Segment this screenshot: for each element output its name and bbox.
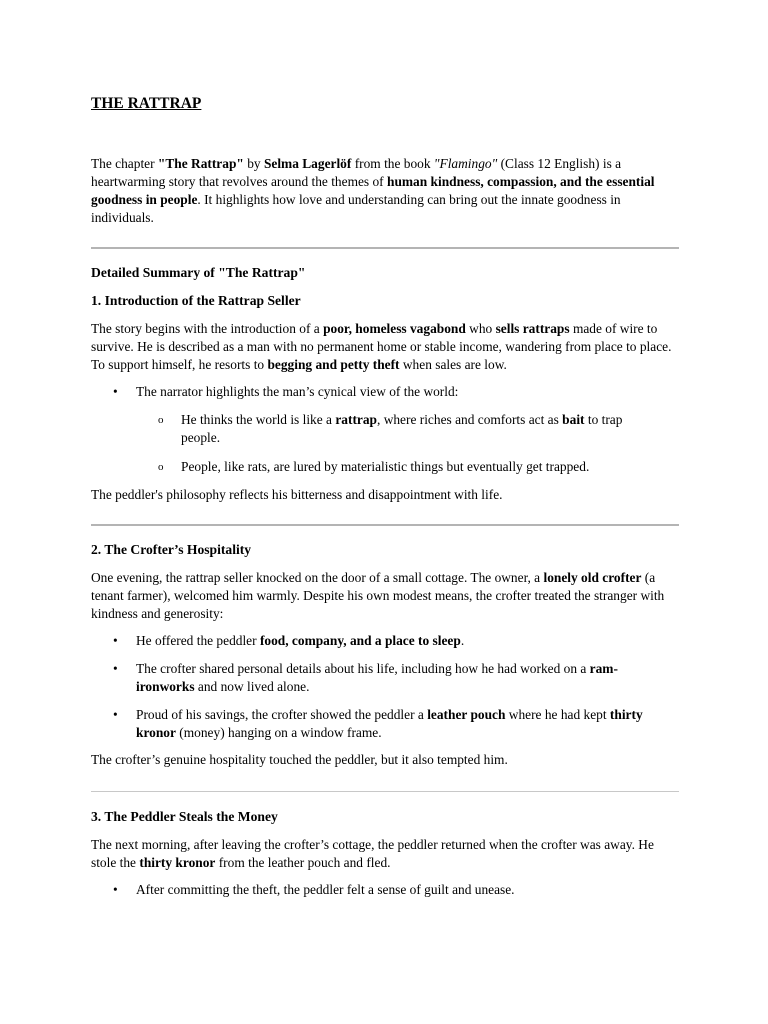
list-item-text: where he had kept bbox=[505, 707, 610, 722]
list-item-text: (money) hanging on a window frame. bbox=[175, 725, 382, 740]
para-text: (a tenant farmer), welcomed him warmly. Despite his own modest means, the crofter treated the stranger with kindness and generosity: bbox=[91, 570, 665, 621]
list-item bbox=[91, 660, 681, 696]
list-item-bold: bait bbox=[562, 412, 585, 427]
list-item-text: The narrator highlights the man’s cynical view of the world: bbox=[136, 384, 459, 399]
intro-paragraph bbox=[91, 155, 681, 227]
list-item bbox=[91, 706, 681, 742]
sub-list-item bbox=[91, 411, 681, 447]
intro-bold-author: Selma Lagerlöf bbox=[263, 156, 352, 171]
bullet-icon: • bbox=[113, 661, 118, 676]
intro-bold-chapter: "The Rattrap" bbox=[157, 156, 244, 171]
list-item-text: After committing the theft, the peddler felt a sense of guilt and unease. bbox=[136, 882, 515, 897]
intro-text: . It highlights how love and understanding can bring out the innate goodness in individuals. bbox=[91, 192, 621, 225]
para-bold: lonely old crofter bbox=[543, 570, 642, 585]
intro-text: by bbox=[243, 156, 264, 171]
section-2-paragraph bbox=[91, 569, 681, 623]
section-divider bbox=[91, 247, 679, 249]
list-item-text: He offered the peddler bbox=[136, 633, 260, 648]
section-2-closing bbox=[91, 751, 681, 769]
list-item-text: He thinks the world is like a bbox=[181, 412, 336, 427]
summary-heading: Detailed Summary of "The Rattrap" bbox=[91, 265, 306, 280]
section-1-paragraph bbox=[91, 320, 681, 374]
closing-text: The peddler's philosophy reflects his bitterness and disappointment with life. bbox=[91, 487, 503, 502]
list-item-text: . bbox=[460, 633, 465, 648]
section-divider bbox=[91, 791, 679, 792]
list-item-text: to trap people. bbox=[181, 412, 623, 445]
list-item-bold: food, company, and a place to sleep bbox=[259, 633, 461, 648]
para-text: The next morning, after leaving the crofter’s cottage, the peddler returned when the crofter was away. He stole the bbox=[91, 837, 654, 870]
circle-bullet-icon: o bbox=[158, 414, 164, 426]
list-item-text: Proud of his savings, the crofter showed the peddler a bbox=[136, 707, 428, 722]
para-bold: poor, homeless vagabond bbox=[323, 321, 466, 336]
circle-bullet-icon: o bbox=[158, 461, 164, 473]
para-text: made of wire to survive. He is described as a man with no permanent home or stable income, wandering from place to place. To support himself, he resorts to bbox=[91, 321, 672, 372]
para-text: when sales are low. bbox=[399, 357, 507, 372]
list-item-text: The crofter shared personal details about his life, including how he had worked on a bbox=[136, 661, 590, 676]
list-item-bold: leather pouch bbox=[427, 707, 506, 722]
bullet-icon: • bbox=[113, 633, 118, 648]
para-text: The story begins with the introduction of a bbox=[91, 321, 324, 336]
intro-text: (Class 12 English) is a heartwarming story that revolves around the themes of bbox=[91, 156, 622, 189]
list-item-text: , where riches and comforts act as bbox=[377, 412, 563, 427]
intro-italic-book: "Flamingo" bbox=[433, 156, 498, 171]
section-1-heading: 1. Introduction of the Rattrap Seller bbox=[91, 293, 301, 308]
closing-text: The crofter’s genuine hospitality touched the peddler, but it also tempted him. bbox=[91, 752, 508, 767]
bullet-icon: • bbox=[113, 882, 118, 897]
para-text: One evening, the rattrap seller knocked on the door of a small cottage. The owner, a bbox=[91, 570, 544, 585]
bullet-icon: • bbox=[113, 707, 118, 722]
para-bold: begging and petty theft bbox=[267, 357, 400, 372]
section-3-paragraph bbox=[91, 836, 681, 872]
intro-bold-themes: human kindness, compassion, and the essential goodness in people bbox=[91, 174, 655, 207]
section-1-closing bbox=[91, 486, 681, 504]
sub-list-item bbox=[91, 458, 681, 476]
section-divider bbox=[91, 524, 679, 526]
list-item bbox=[91, 383, 681, 401]
document-title: THE RATTRAP bbox=[91, 95, 202, 112]
list-item bbox=[91, 881, 681, 899]
para-text: from the leather pouch and fled. bbox=[215, 855, 391, 870]
list-item-text: and now lived alone. bbox=[194, 679, 310, 694]
intro-text: from the book bbox=[351, 156, 434, 171]
list-item-bold: rattrap bbox=[335, 412, 377, 427]
para-text: who bbox=[465, 321, 496, 336]
bullet-icon: • bbox=[113, 384, 118, 399]
list-item-bold: ram-ironworks bbox=[136, 661, 618, 694]
section-2-heading: 2. The Crofter’s Hospitality bbox=[91, 542, 252, 557]
para-bold: thirty kronor bbox=[139, 855, 216, 870]
section-3-heading: 3. The Peddler Steals the Money bbox=[91, 809, 278, 824]
para-bold: sells rattraps bbox=[495, 321, 570, 336]
intro-text: The chapter bbox=[91, 156, 158, 171]
list-item-text: People, like rats, are lured by materialistic things but eventually get trapped. bbox=[181, 459, 590, 474]
list-item bbox=[91, 632, 681, 650]
list-item-bold: thirty kronor bbox=[136, 707, 643, 740]
